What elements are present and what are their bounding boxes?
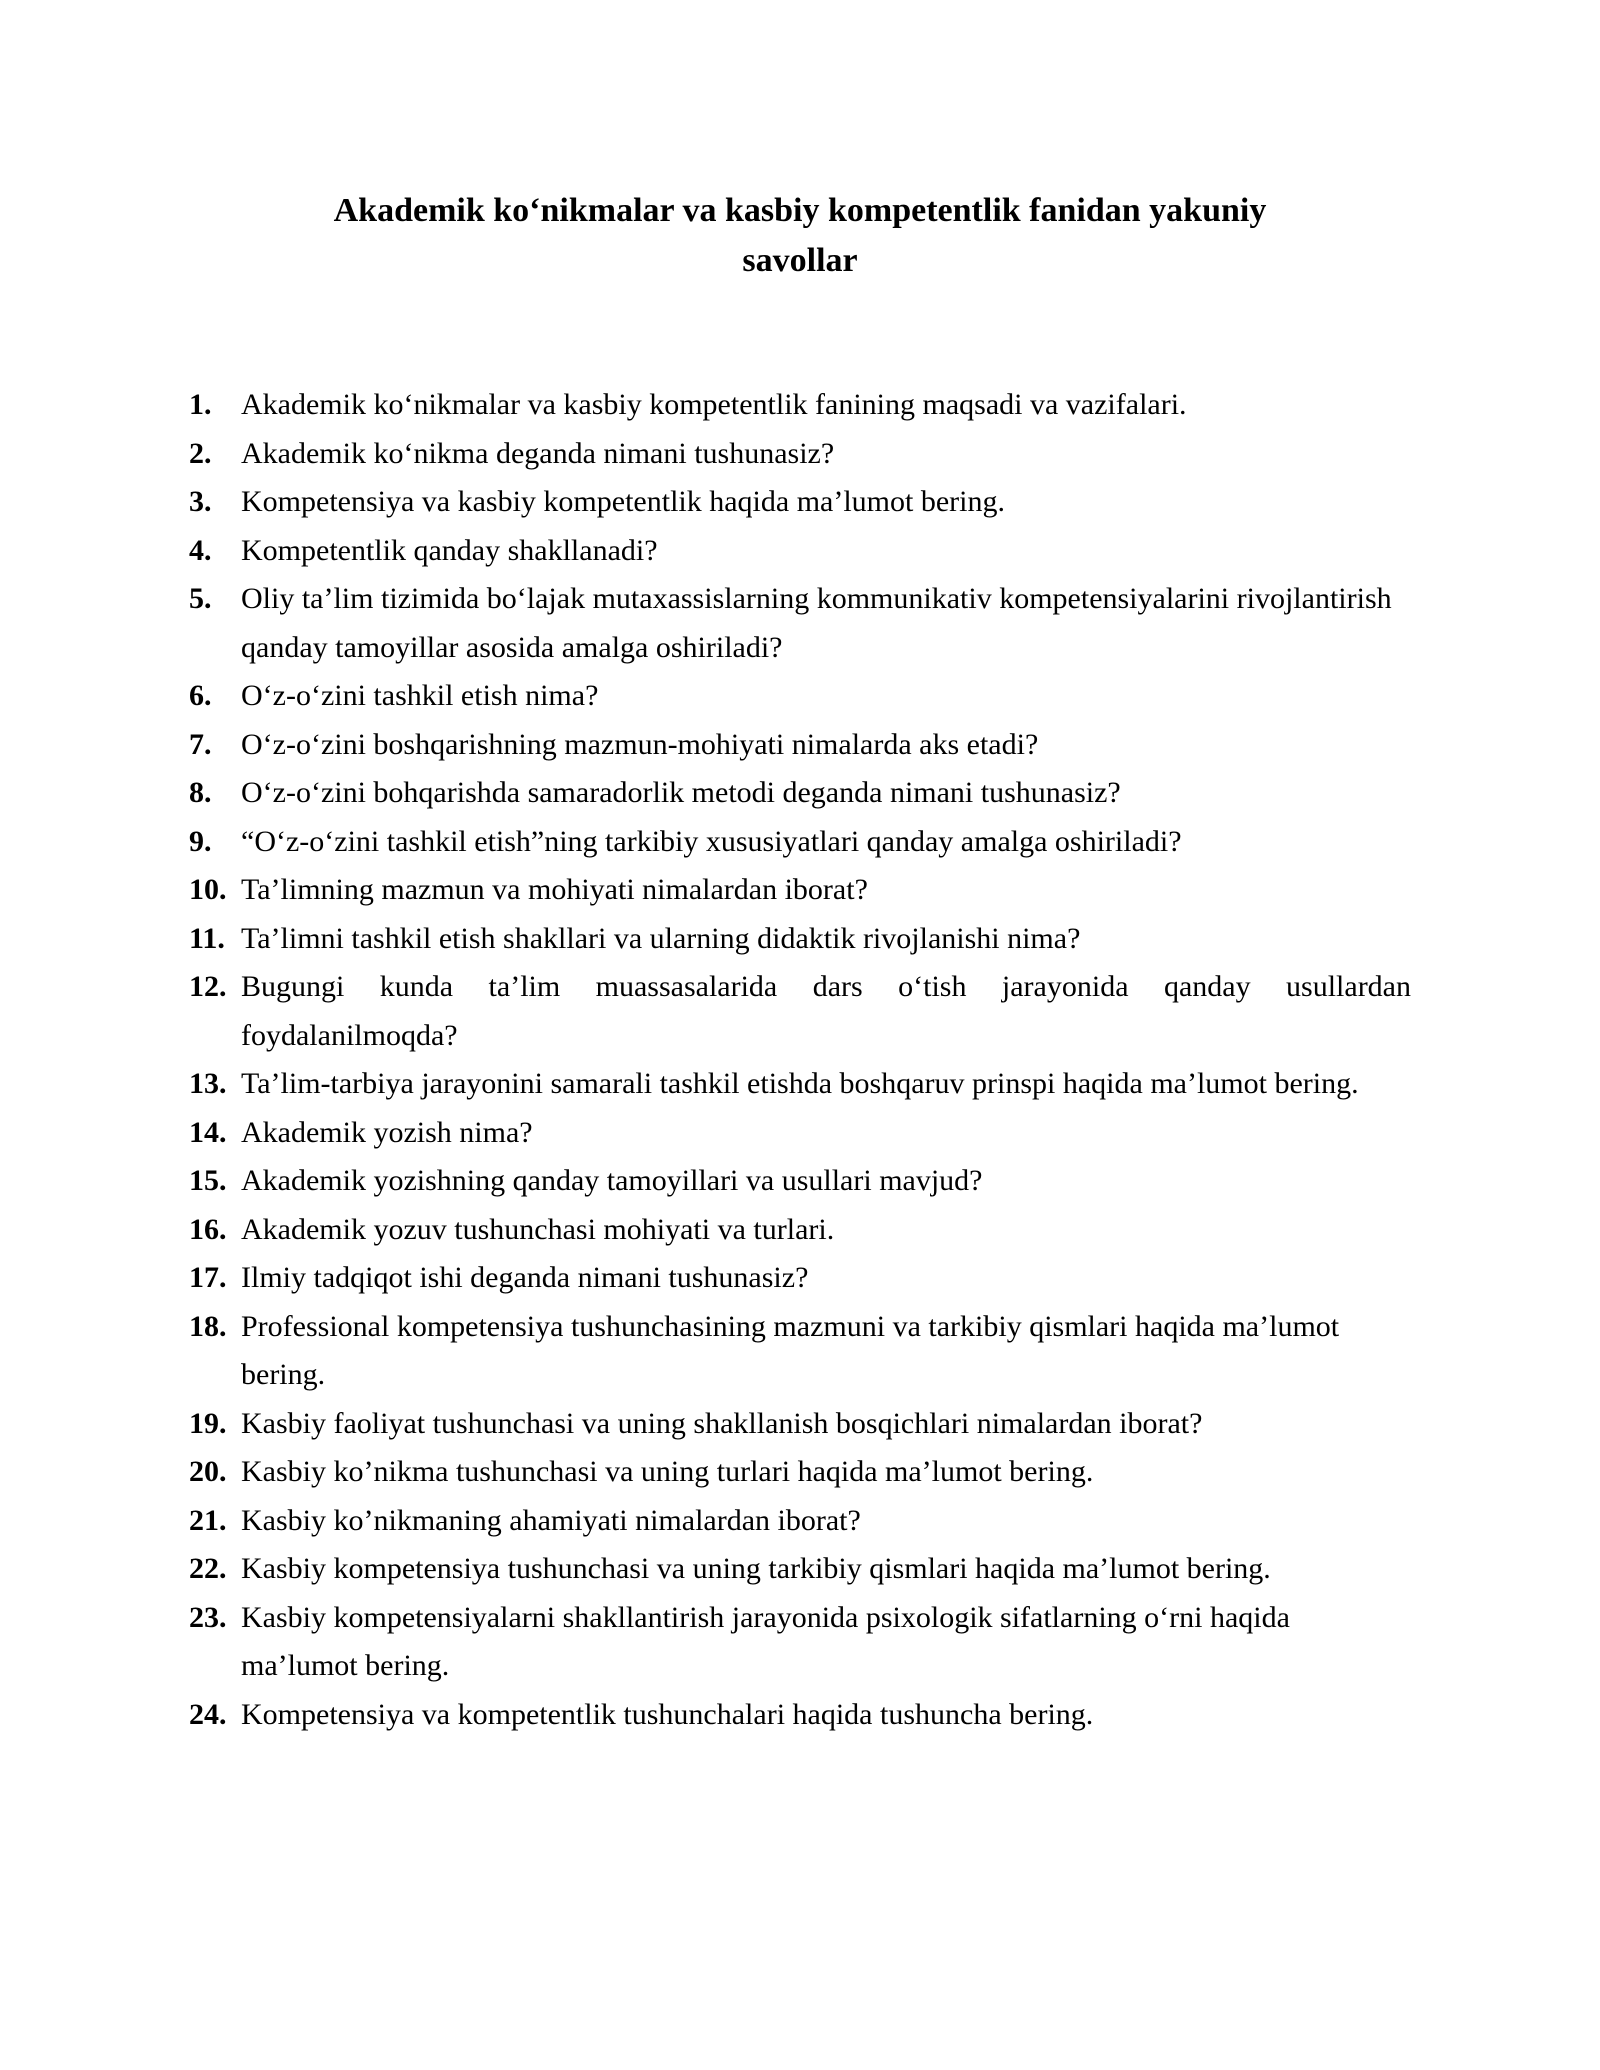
question-number: 16. <box>189 1212 227 1246</box>
question-number: 3. <box>189 485 212 518</box>
list-item <box>189 527 1411 576</box>
list-item <box>189 915 1411 964</box>
question-text: Kompetensiya va kompetentlik tushunchalari haqida tushuncha bering. <box>241 1697 1094 1731</box>
document-title-line1: Akademik ko‘nikmalar va kasbiy kompetentlik fanidan yakuniy <box>333 192 1267 229</box>
question-number: 14. <box>189 1115 227 1149</box>
question-text: Kasbiy ko’nikmaning ahamiyati nimalardan iborat? <box>241 1503 861 1537</box>
question-text: Ta’limni tashkil etish shakllari va ularning didaktik rivojlanishi nima? <box>241 921 1081 955</box>
question-number: 12. <box>189 970 227 1003</box>
list-item <box>189 818 1411 867</box>
question-number: 24. <box>189 1697 227 1731</box>
question-number: 13. <box>189 1067 227 1100</box>
question-text: Kompetensiya va kasbiy kompetentlik haqida ma’lumot bering. <box>241 485 1005 518</box>
question-number: 7. <box>189 727 212 761</box>
question-number: 11. <box>189 921 225 955</box>
question-text: Kasbiy ko’nikma tushunchasi va uning turlari haqida ma’lumot bering. <box>241 1455 1094 1488</box>
list-item <box>189 381 1411 430</box>
question-number: 9. <box>189 824 212 858</box>
list-item <box>189 1691 1411 1740</box>
list-item <box>189 672 1411 721</box>
question-text: Professional kompetensiya tushunchasining mazmuni va tarkibiy qismlari haqida ma’lumot bering. <box>241 1309 1340 1391</box>
question-text: Akademik yozishning qanday tamoyillari va usullari mavjud? <box>241 1164 983 1197</box>
question-text: Akademik ko‘nikma deganda nimani tushunasiz? <box>241 436 835 470</box>
question-number: 15. <box>189 1164 227 1197</box>
document-title-line2: savollar <box>742 242 858 279</box>
question-text: O‘z-o‘zini boshqarishning mazmun-mohiyati nimalarda aks etadi? <box>241 727 1039 761</box>
question-text: Akademik ko‘nikmalar va kasbiy kompetentlik fanining maqsadi va vazifalari. <box>241 388 1187 421</box>
list-item <box>189 1545 1411 1594</box>
list-item <box>189 1497 1411 1546</box>
list-item <box>189 866 1411 915</box>
question-text: Kasbiy faoliyat tushunchasi va uning shakllanish bosqichlari nimalardan iborat? <box>241 1406 1203 1440</box>
question-number: 21. <box>189 1503 227 1537</box>
question-number: 2. <box>189 436 212 470</box>
question-text: Bugungi kunda ta’lim muassasalarida dars o‘tish jarayonida qanday usullardan foydalanilmoqda? <box>241 970 1411 1052</box>
document-title <box>189 186 1411 286</box>
question-number: 17. <box>189 1261 227 1294</box>
question-number: 19. <box>189 1406 227 1440</box>
list-item <box>189 963 1411 1060</box>
question-text: O‘z-o‘zini tashkil etish nima? <box>241 679 599 712</box>
list-item <box>189 769 1411 818</box>
question-number: 20. <box>189 1455 227 1488</box>
question-text: Ta’lim-tarbiya jarayonini samarali tashkil etishda boshqaruv prinspi haqida ma’lumot bering. <box>241 1067 1359 1100</box>
list-item <box>189 575 1411 672</box>
list-item <box>189 1109 1411 1158</box>
question-text: Akademik yozish nima? <box>241 1115 533 1149</box>
question-text: Kompetentlik qanday shakllanadi? <box>241 533 658 567</box>
list-item <box>189 1206 1411 1255</box>
question-text: Kasbiy kompetensiyalarni shakllantirish jarayonida psixologik sifatlarning o‘rni haqida ma’lumot bering. <box>241 1600 1290 1682</box>
document-content <box>189 0 1411 1739</box>
list-item <box>189 721 1411 770</box>
question-text: O‘z-o‘zini bohqarishda samaradorlik metodi deganda nimani tushunasiz? <box>241 776 1121 809</box>
list-item <box>189 478 1411 527</box>
list-item <box>189 1254 1411 1303</box>
question-number: 6. <box>189 679 212 712</box>
list-item <box>189 1060 1411 1109</box>
question-number: 5. <box>189 582 212 615</box>
question-text: Kasbiy kompetensiya tushunchasi va uning tarkibiy qismlari haqida ma’lumot bering. <box>241 1552 1271 1585</box>
list-item <box>189 1448 1411 1497</box>
question-text: Oliy ta’lim tizimida bo‘lajak mutaxassislarning kommunikativ kompetensiyalarini rivojlantirish qanday tamoyillar asosida amalga oshiriladi? <box>241 582 1392 664</box>
question-text: Ta’limning mazmun va mohiyati nimalardan iborat? <box>241 873 868 906</box>
question-number: 22. <box>189 1552 227 1585</box>
list-item <box>189 1157 1411 1206</box>
question-text: Ilmiy tadqiqot ishi deganda nimani tushunasiz? <box>241 1261 809 1294</box>
list-item <box>189 1400 1411 1449</box>
question-text: “O‘z-o‘zini tashkil etish”ning tarkibiy xususiyatlari qanday amalga oshiriladi? <box>241 824 1182 858</box>
question-number: 10. <box>189 873 227 906</box>
question-list <box>189 381 1411 1739</box>
question-number: 1. <box>189 388 212 421</box>
list-item <box>189 430 1411 479</box>
question-text: Akademik yozuv tushunchasi mohiyati va turlari. <box>241 1212 835 1246</box>
list-item <box>189 1594 1411 1691</box>
question-number: 4. <box>189 533 212 567</box>
question-number: 18. <box>189 1309 227 1343</box>
question-number: 23. <box>189 1600 227 1634</box>
question-number: 8. <box>189 776 212 809</box>
list-item <box>189 1303 1411 1400</box>
